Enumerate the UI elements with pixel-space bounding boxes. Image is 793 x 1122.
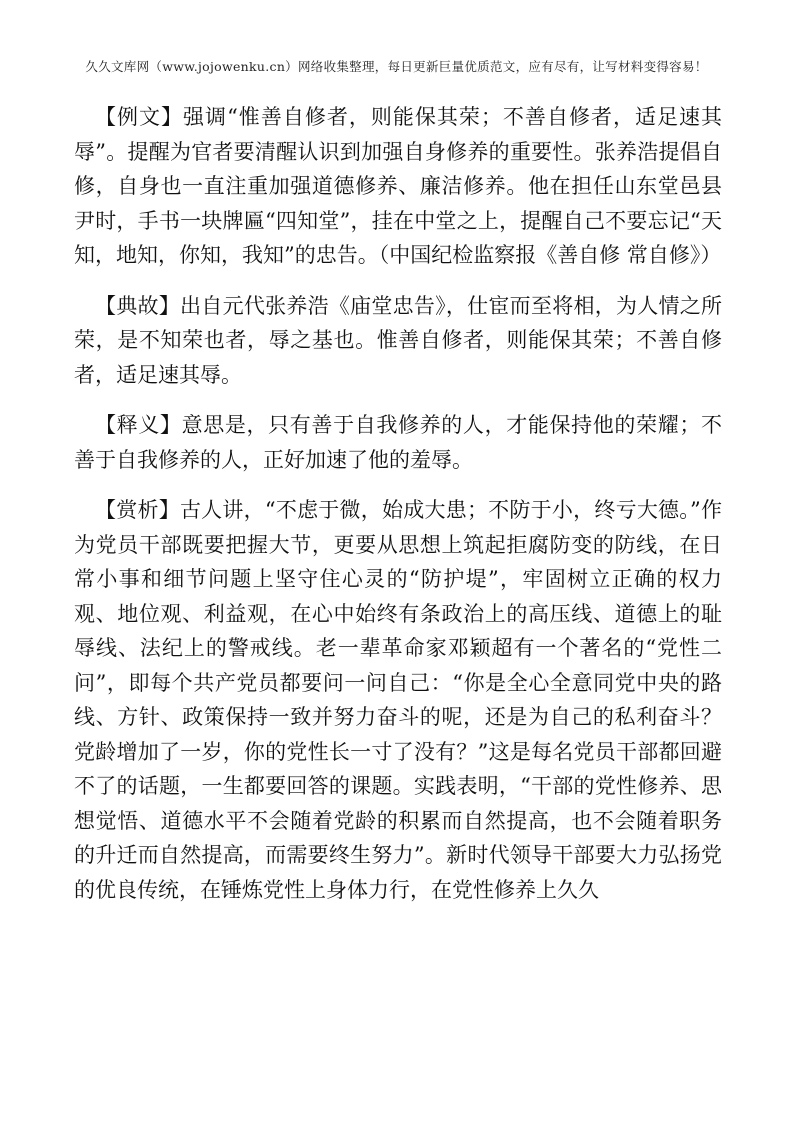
- page-header: 久久文库网（www.jojowenku.cn）网络收集整理，每日更新巨量优质范文，应有尽有，让写材料变得容易！: [85, 59, 708, 74]
- document-body: [74, 100, 722, 923]
- allusion-paragraph: [74, 289, 722, 393]
- explanation-text: 意思是，只有善于自我修养的人，才能保持他的荣耀；不善于自我修养的人，正好加速了他的羞辱。: [74, 413, 723, 472]
- example-tag: 【例文】: [95, 105, 184, 129]
- example-paragraph: [74, 100, 722, 273]
- allusion-text: 出自元代张养浩《庙堂忠告》，仕宦而至将相，为人情之所荣，是不知荣也者，辱之基也。惟善自修者，则能保其荣；不善自修者，适足速其辱。: [74, 293, 723, 387]
- explanation-paragraph: [74, 408, 722, 477]
- appreciation-tag: 【赏析】: [95, 498, 180, 522]
- example-text: 强调“惟善自修者，则能保其荣；不善自修者，适足速其辱”。提醒为官者要清醒认识到加强自身修养的重要性。张养浩提倡自修，自身也一直注重加强道德修养、廉洁修养。他在担任山东堂邑县尹时，手书一块牌匾“四知堂”，挂在中堂之上，提醒自己不要忘记“天知，地知，你知，我知”的忠告。（中国纪检监察报《善自修 常自修》）: [74, 105, 723, 267]
- allusion-tag: 【典故】: [95, 293, 181, 318]
- appreciation-paragraph: [74, 493, 722, 907]
- explanation-tag: 【释义】: [95, 413, 182, 437]
- appreciation-text: 古人讲，“不虑于微，始成大患；不防于小，终亏大德。”作为党员干部既要把握大节，更要从思想上筑起拒腐防变的防线，在日常小事和细节问题上坚守住心灵的“防护堤”，牢固树立正确的权力观、地位观、利益观，在心中始终有条政治上的高压线、道德上的耻辱线、法纪上的警戒线。老一辈革命家邓颖超有一个著名的“党性二问”，即每个共产党员都要问一问自己：“你是全心全意同党中央的路线、方针、政策保持一致并努力奋斗的呢，还是为自己的私利奋斗？党龄增加了一岁，你的党性长一寸了没有？”这是每名党员干部都回避不了的话题，一生都要回答的课题。实践表明，“干部的党性修养、思想觉悟、道德水平不会随着党龄的积累而自然提高，也不会随着职务的升迁而自然提高，而需要终生努力”。新时代领导干部要大力弘扬党的优良传统，在锤炼党性上身体力行，在党性修养上久久: [74, 498, 722, 902]
